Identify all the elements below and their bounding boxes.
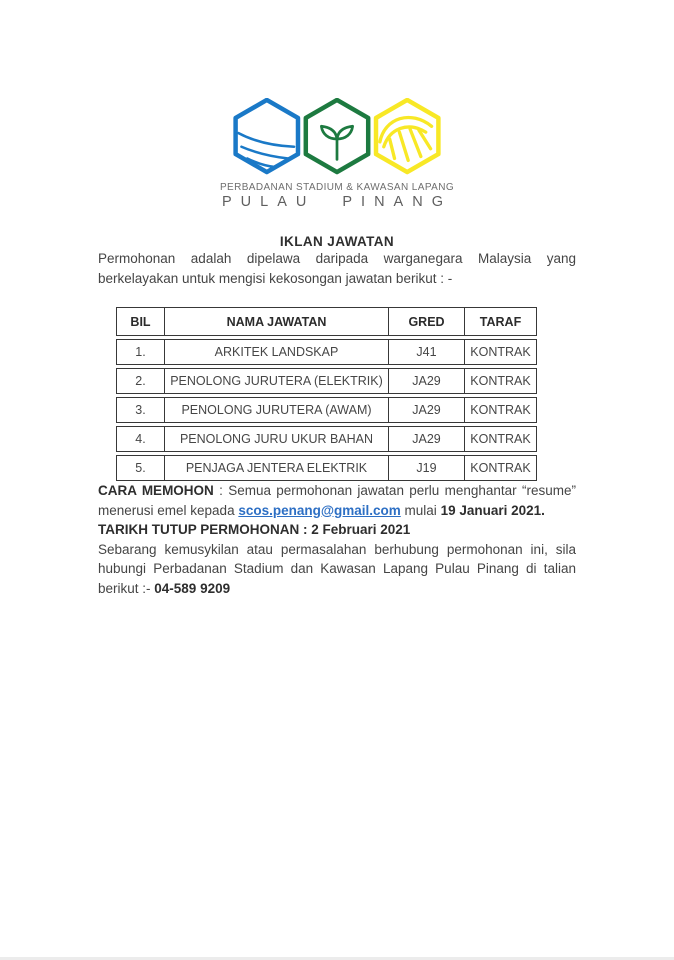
apply-paragraph [98, 481, 576, 520]
closing-date-line [98, 520, 576, 540]
cell-nama: PENOLONG JURU UKUR BAHAN [164, 427, 388, 451]
cell-nama: PENJAGA JENTERA ELEKTRIK [164, 456, 388, 480]
cell-gred: JA29 [388, 369, 464, 393]
cell-bil: 1. [135, 345, 146, 359]
apply-label: CARA MEMOHON [98, 483, 214, 498]
cell-taraf: KONTRAK [464, 369, 536, 393]
sprout-hexagon-icon [306, 100, 368, 172]
contact-text: Sebarang kemusykilan atau permasalahan berhubung permohonan ini, sila hubungi Perbadanan Stadium dan Kawasan Lapang Pulau Pinang di talian berikut :- [98, 541, 576, 596]
header-nama-jawatan: NAMA JAWATAN [164, 308, 388, 335]
cell-bil: 5. [135, 461, 146, 475]
org-place: PULAU PINANG [222, 194, 452, 210]
document-content [98, 0, 576, 598]
table-row [116, 397, 537, 423]
apply-text: : Semua permohonan jawatan perlu menghantar “resume” menerusi emel kepada [98, 483, 576, 518]
logo-hexagons-graphic [231, 98, 443, 176]
cell-gred: JA29 [388, 427, 464, 451]
cell-gred: J41 [388, 340, 464, 364]
field-hexagon-icon [236, 100, 298, 172]
intro-paragraph: Permohonan adalah dipelawa daripada warganegara Malaysia yang berkelayakan untuk mengisi kekosongan jawatan berikut : - [98, 251, 576, 286]
cell-gred: J19 [388, 456, 464, 480]
cell-nama: PENOLONG JURUTERA (AWAM) [164, 398, 388, 422]
header-taraf: TARAF [464, 308, 536, 335]
page-title: IKLAN JAWATAN [279, 234, 395, 249]
header-bil: BIL [130, 314, 151, 329]
org-name: PERBADANAN STADIUM & KAWASAN LAPANG [219, 182, 455, 193]
table-row [116, 455, 537, 481]
logo [98, 98, 576, 210]
apply-text-after: mulai [400, 502, 441, 518]
apply-start-date: 19 Januari 2021. [440, 502, 545, 518]
cell-taraf: KONTRAK [464, 427, 536, 451]
cell-taraf: KONTRAK [464, 398, 536, 422]
shell-hexagon-icon [376, 100, 438, 172]
cell-gred: JA29 [388, 398, 464, 422]
email-link[interactable]: scos.penang@gmail.com [238, 502, 401, 518]
vacancies-table [116, 307, 537, 481]
contact-phone: 04-589 9209 [154, 580, 231, 596]
cell-bil: 4. [135, 432, 146, 446]
table-row [116, 339, 537, 365]
table-header-row [116, 307, 537, 336]
table-row [116, 368, 537, 394]
cell-taraf: KONTRAK [464, 456, 536, 480]
cell-nama: PENOLONG JURUTERA (ELEKTRIK) [164, 369, 388, 393]
closing-date-label: TARIKH TUTUP PERMOHONAN : 2 Februari 2021 [98, 522, 411, 537]
cell-nama: ARKITEK LANDSKAP [164, 340, 388, 364]
cell-taraf: KONTRAK [464, 340, 536, 364]
cell-bil: 2. [135, 374, 146, 388]
contact-paragraph [98, 540, 576, 599]
table-row [116, 426, 537, 452]
cell-bil: 3. [135, 403, 146, 417]
header-gred: GRED [388, 308, 464, 335]
